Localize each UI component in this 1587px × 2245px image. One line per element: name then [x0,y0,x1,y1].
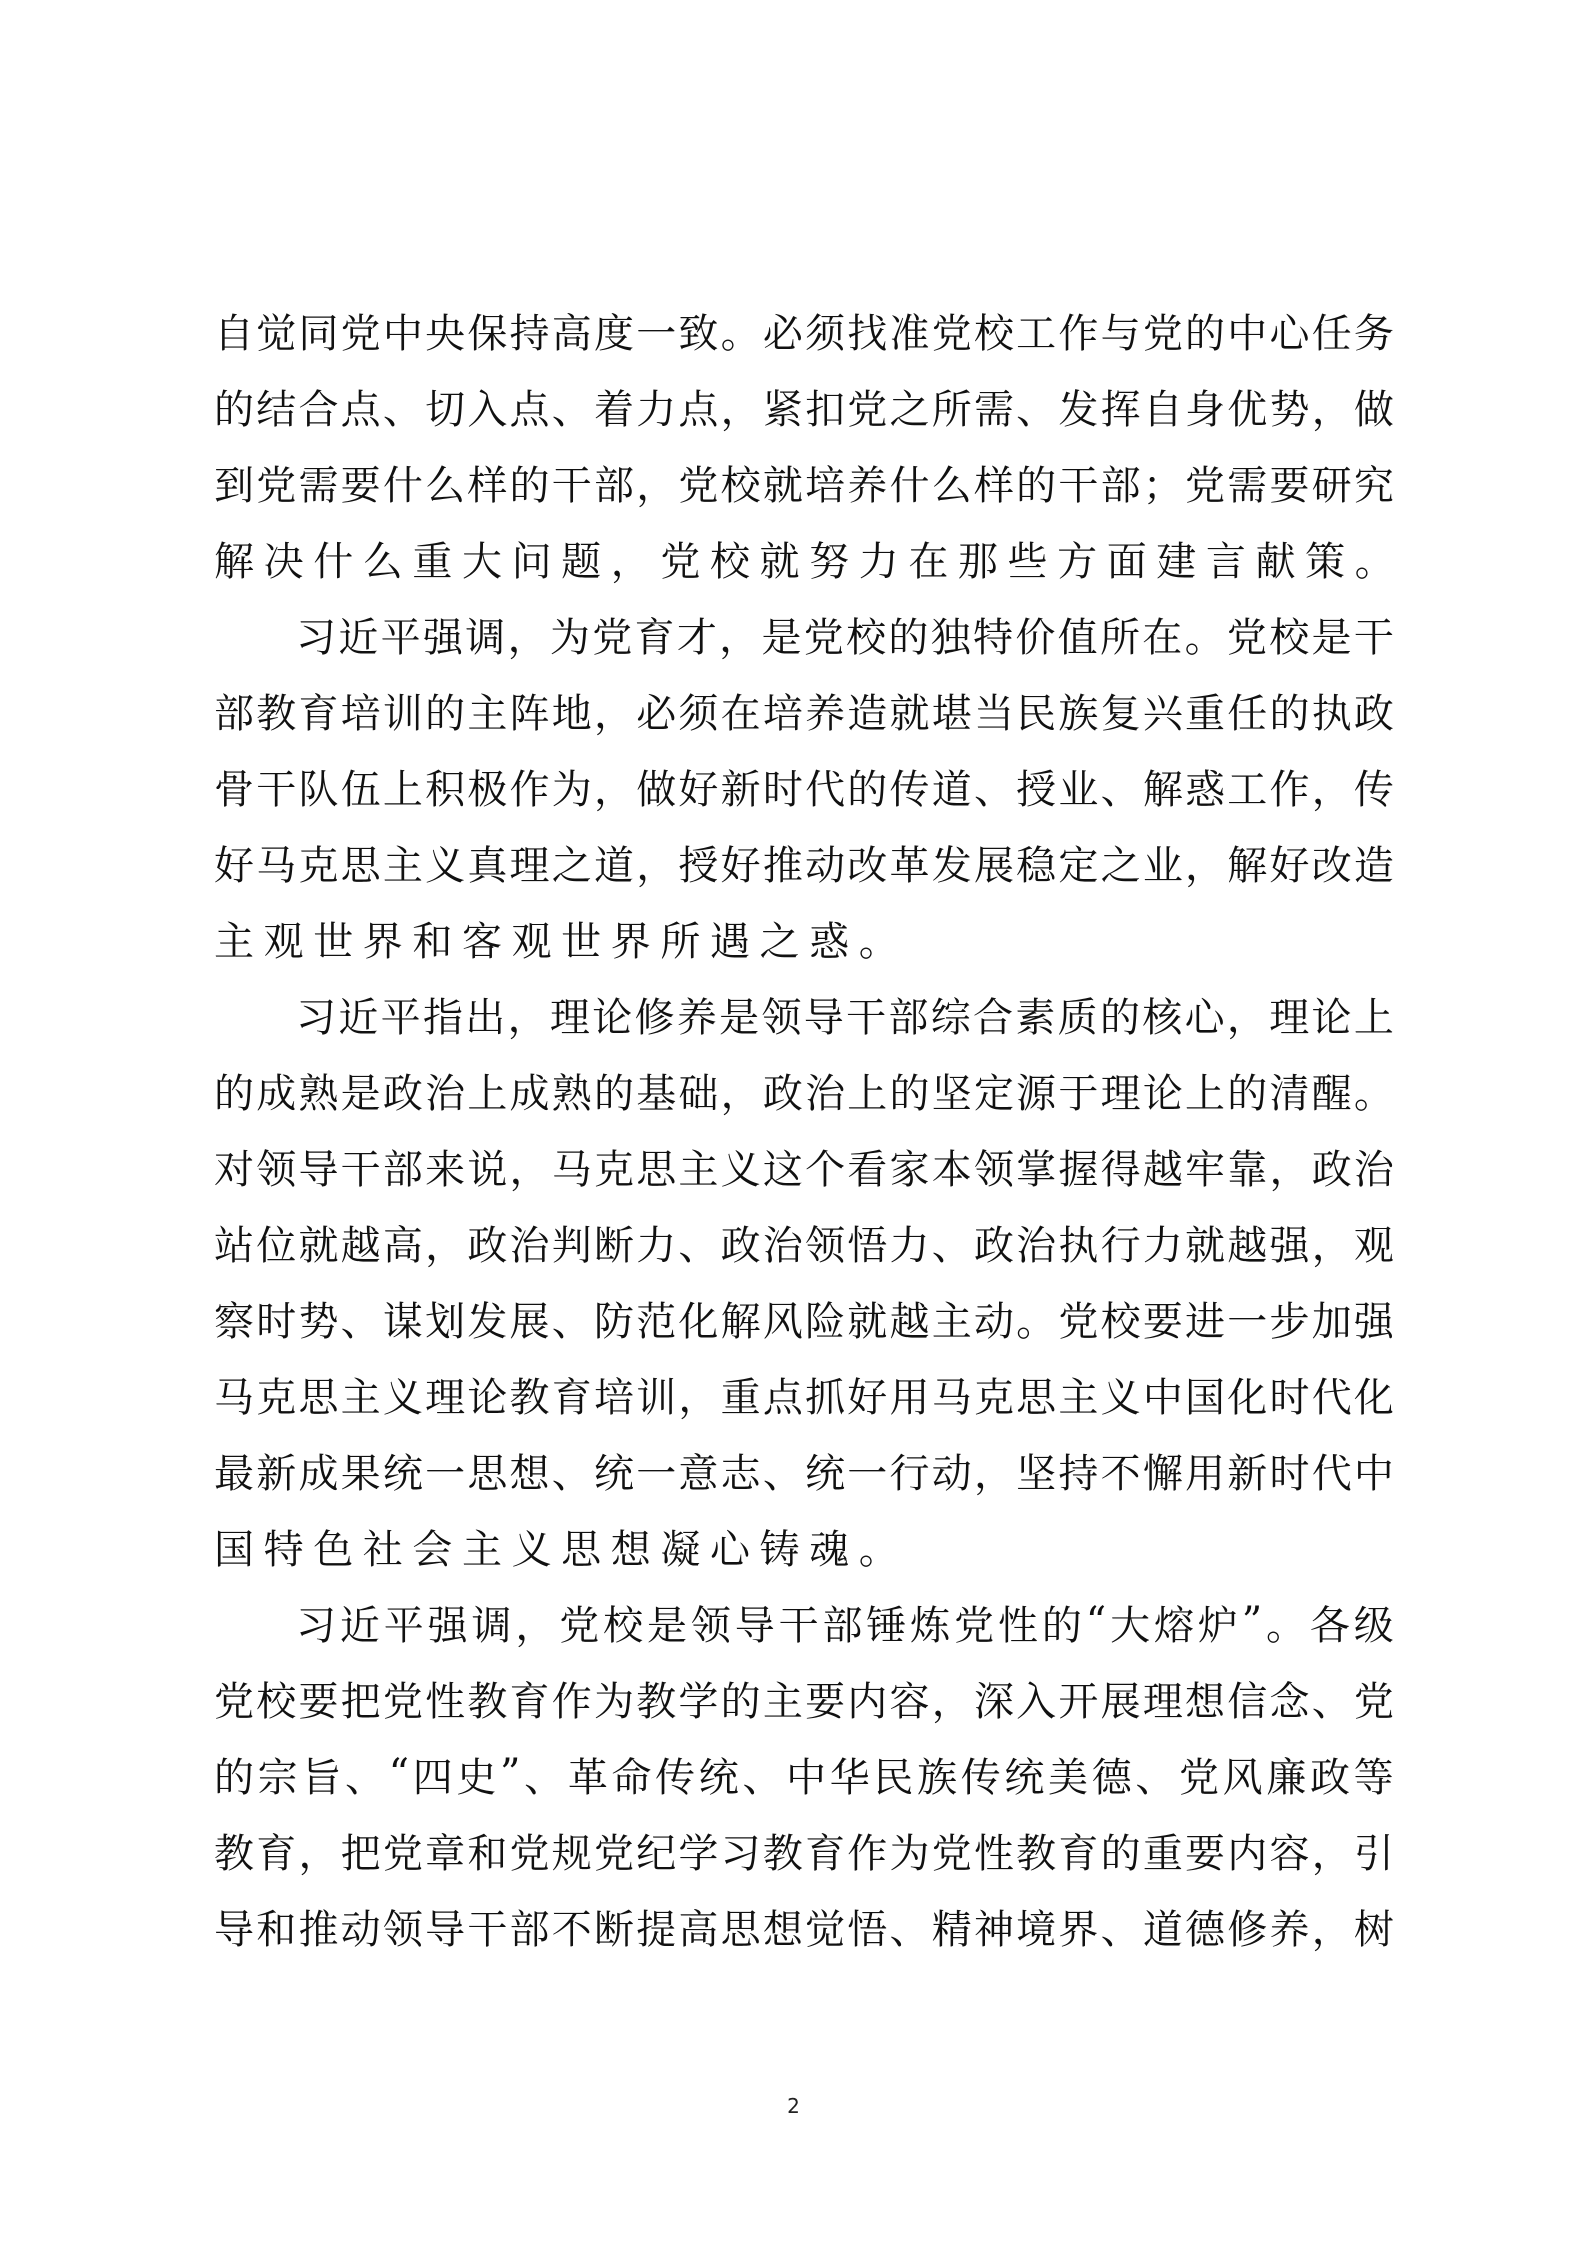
text-line: 习 近 平 强 调 ， 党 校 是 领 导 干 部 锤 炼 党 性 的 “ 大 熔 炉 ” 。 各 级 [296,1599,1394,1649]
text-line: 主 观 世 界 和 客 观 世 界 所 遇 之 惑 。 [214,918,899,965]
text-line: 察 时 势 、 谋 划 发 展 、 防 范 化 解 风 险 就 越 主 动 。 党 校 要 进 一 步 加 强 [214,1298,1394,1345]
page-number: 2 [787,2094,800,2118]
text-line: 党 校 要 把 党 性 教 育 作 为 教 学 的 主 要 内 容 ， 深 入 开 展 理 想 信 念 、 党 [214,1678,1394,1725]
text-line: 国 特 色 社 会 主 义 思 想 凝 心 铸 魂 。 [214,1526,899,1573]
text-line: 对 领 导 干 部 来 说 ， 马 克 思 主 义 这 个 看 家 本 领 掌 握 得 越 牢 靠 ， 政 治 [214,1146,1394,1193]
text-line: 解 决 什 么 重 大 问 题 ， 党 校 就 努 力 在 那 些 方 面 建 言 献 策 。 [214,538,1395,585]
text-line: 的 宗 旨 、 “ 四 史 ” 、 革 命 传 统 、 中 华 民 族 传 统 美 德 、 党 风 廉 政 等 [214,1751,1394,1801]
text-line: 骨 干 队 伍 上 积 极 作 为 ， 做 好 新 时 代 的 传 道 、 授 业 、 解 惑 工 作 ， 传 [214,766,1394,813]
text-line: 好 马 克 思 主 义 真 理 之 道 ， 授 好 推 动 改 革 发 展 稳 定 之 业 ， 解 好 改 造 [214,842,1394,889]
text-line: 马 克 思 主 义 理 论 教 育 培 训 ， 重 点 抓 好 用 马 克 思 主 义 中 国 化 时 代 化 [214,1374,1394,1421]
text-line: 自 觉 同 党 中 央 保 持 高 度 一 致 。 必 须 找 准 党 校 工 作 与 党 的 中 心 任 务 [214,310,1394,357]
text-line: 最 新 成 果 统 一 思 想 、 统 一 意 志 、 统 一 行 动 ， 坚 持 不 懈 用 新 时 代 中 [214,1450,1394,1497]
text-line: 站 位 就 越 高 ， 政 治 判 断 力 、 政 治 领 悟 力 、 政 治 执 行 力 就 越 强 ， 观 [214,1222,1394,1269]
text-line: 习 近 平 强 调 ， 为 党 育 才 ， 是 党 校 的 独 特 价 值 所 在 。 党 校 是 干 [296,614,1394,661]
text-line: 习 近 平 指 出 ， 理 论 修 养 是 领 导 干 部 综 合 素 质 的 核 心 ， 理 论 上 [296,994,1394,1041]
body-text [214,292,1394,1964]
text-line: 教 育 ， 把 党 章 和 党 规 党 纪 学 习 教 育 作 为 党 性 教 育 的 重 要 内 容 ， 引 [214,1830,1394,1877]
text-line: 到 党 需 要 什 么 样 的 干 部 ， 党 校 就 培 养 什 么 样 的 干 部 ； 党 需 要 研 究 [214,462,1394,509]
text-line: 部 教 育 培 训 的 主 阵 地 ， 必 须 在 培 养 造 就 堪 当 民 族 复 兴 重 任 的 执 政 [214,690,1394,737]
text-line: 导 和 推 动 领 导 干 部 不 断 提 高 思 想 觉 悟 、 精 神 境 界 、 道 德 修 养 ， 树 [214,1906,1394,1953]
text-line: 的 成 熟 是 政 治 上 成 熟 的 基 础 ， 政 治 上 的 坚 定 源 于 理 论 上 的 清 醒 。 [214,1070,1394,1117]
text-line: 的 结 合 点 、 切 入 点 、 着 力 点 ， 紧 扣 党 之 所 需 、 发 挥 自 身 优 势 ， 做 [214,386,1394,433]
